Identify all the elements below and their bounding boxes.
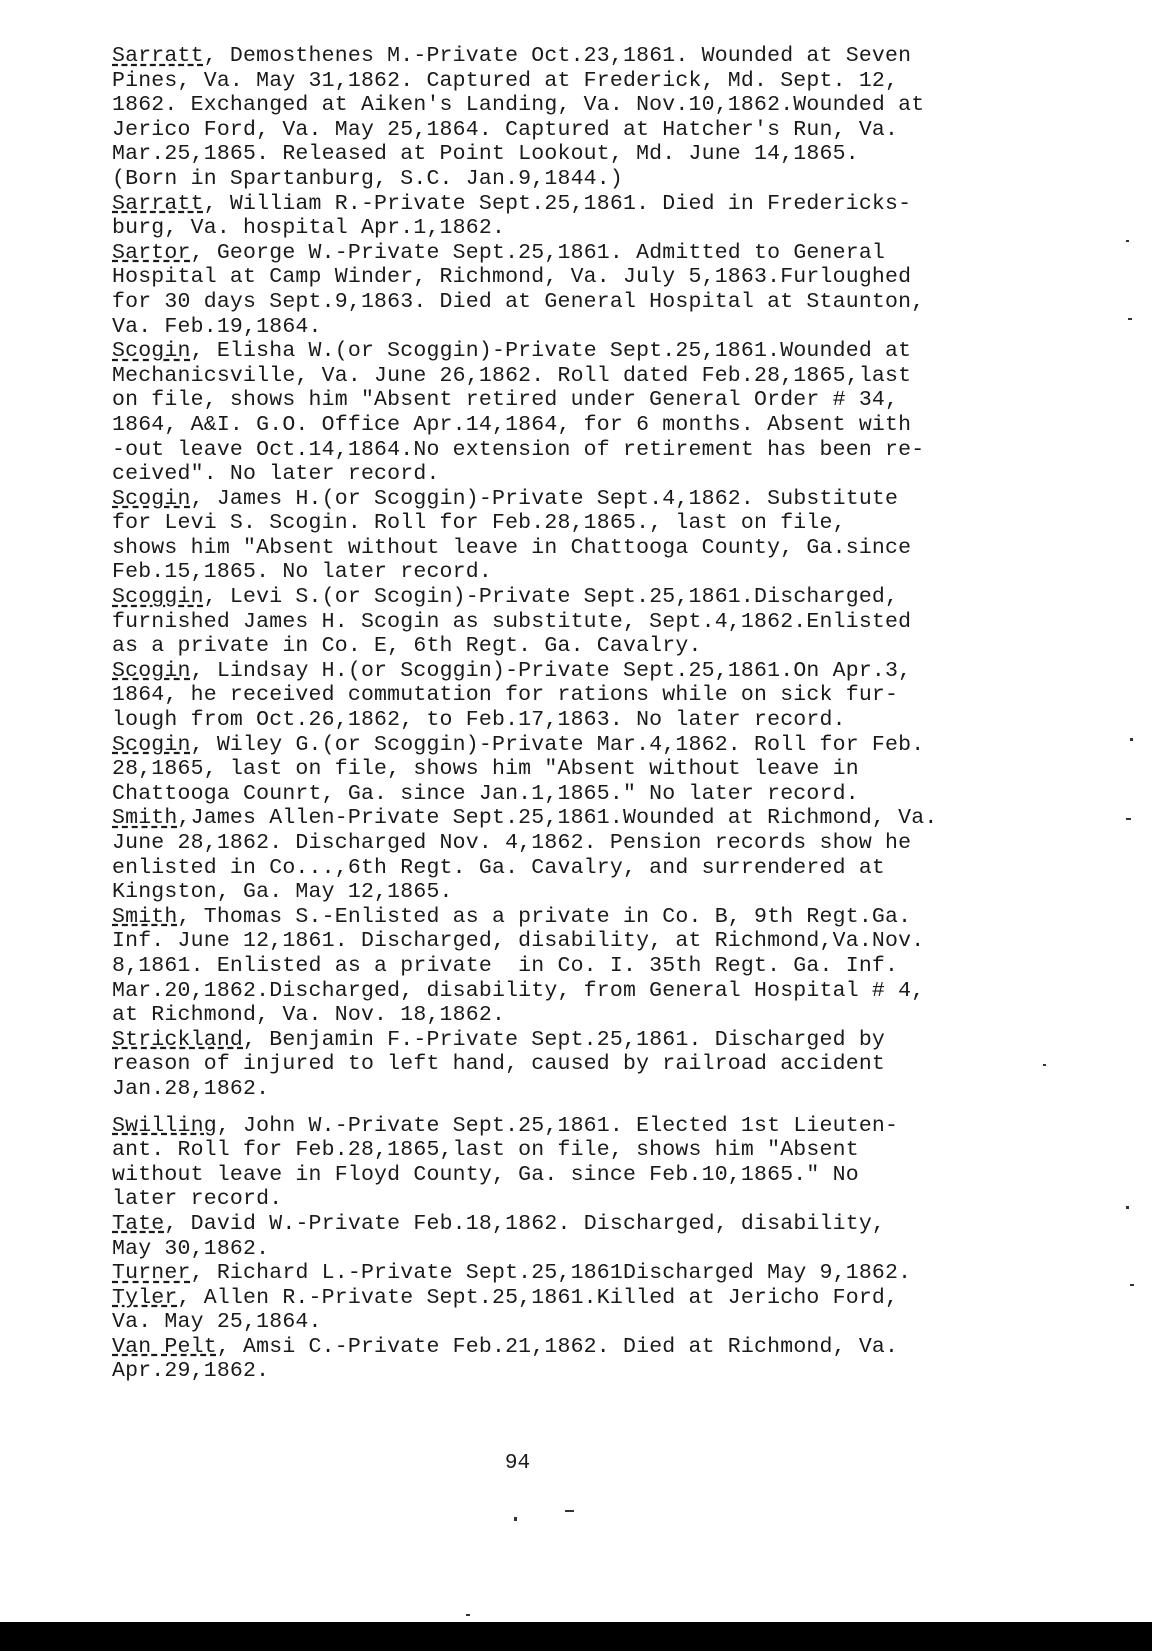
scan-edge-bar <box>0 1622 1152 1651</box>
entry-line: Tate, David W.-Private Feb.18,1862. Discharged, disability, <box>112 1211 886 1236</box>
entry-line: ant. Roll for Feb.28,1865,last on file, shows him "Absent <box>112 1138 859 1163</box>
entry-line: reason of injured to left hand, caused by railroad accident <box>112 1052 886 1077</box>
entry-line: Va. May 25,1864. <box>112 1310 322 1335</box>
entry-line: June 28,1862. Discharged Nov. 4,1862. Pension records show he <box>112 831 912 855</box>
entry-line: Chattooga Counrt, Ga. since Jan.1,1865." No later record. <box>112 781 859 806</box>
entry-line: (Born in Spartanburg, S.C. Jan.9,1844.) <box>112 166 623 191</box>
entry-line: ceived". No later record. <box>112 462 440 487</box>
roster-entry <box>112 192 1092 241</box>
roster-entry <box>112 905 1092 1028</box>
entry-line: burg, Va. hospital Apr.1,1862. <box>112 216 506 241</box>
entry-line: Strickland, Benjamin F.-Private Sept.25,1861. Discharged by <box>112 1027 886 1052</box>
entry-line: Feb.15,1865. No later record. <box>112 560 492 585</box>
entry-line: Kingston, Ga. May 12,1865. <box>112 880 453 905</box>
entry-line: Hospital at Camp Winder, Richmond, Va. July 5,1863.Furloughed <box>112 265 912 290</box>
scan-speck <box>1130 738 1133 741</box>
entry-line: Pines, Va. May 31,1862. Captured at Frederick, Md. Sept. 12, <box>112 68 899 93</box>
scan-speck <box>1043 1064 1046 1066</box>
entry-surname: Sarratt <box>112 191 204 216</box>
entry-surname: Scogin <box>112 339 191 364</box>
entry-surname: Tate <box>112 1211 165 1236</box>
roster-entry <box>112 44 1092 192</box>
entry-line: Scoggin, Levi S.(or Scogin)-Private Sept.25,1861.Discharged, <box>112 585 899 610</box>
entry-line: Sarratt, William R.-Private Sept.25,1861. Died in Fredericks- <box>112 191 912 216</box>
entry-line: without leave in Floyd County, Ga. since Feb.10,1865." No <box>112 1162 859 1187</box>
entry-surname: Sartor <box>112 240 191 265</box>
entry-line: enlisted in Co...,6th Regt. Ga. Cavalry, and surrendered at <box>112 855 886 880</box>
roster-entry <box>112 1212 1092 1261</box>
roster-entry <box>112 659 1092 733</box>
entry-line: 1864, he received commutation for rations while on sick fur- <box>112 683 899 708</box>
entry-line: for Levi S. Scogin. Roll for Feb.28,1865., last on file, <box>112 511 846 536</box>
entry-line: 1864, A&I. G.O. Office Apr.14,1864, for 6 months. Absent with <box>112 412 912 437</box>
entry-line: Jan.28,1862. <box>112 1076 270 1101</box>
entry-line: Inf. June 12,1861. Discharged, disability, at Richmond,Va.Nov. <box>112 929 925 954</box>
entry-line: as a private in Co. E, 6th Regt. Ga. Cavalry. <box>112 634 702 659</box>
entry-surname: Scogin <box>112 658 191 683</box>
scan-speck <box>1128 318 1132 320</box>
entry-line: 8,1861. Enlisted as a private in Co. I. 35th Regt. Ga. Inf. <box>112 953 899 978</box>
roster-entry <box>112 1286 1092 1335</box>
entry-surname: Scogin <box>112 486 191 511</box>
page-number: 94 <box>504 1452 531 1475</box>
entry-line: on file, shows him "Absent retired under General Order # 34, <box>112 388 899 413</box>
entry-line: lough from Oct.26,1862, to Feb.17,1863. No later record. <box>112 708 846 733</box>
scan-speck <box>466 1614 470 1616</box>
entry-line: Va. Feb.19,1864. <box>112 314 322 339</box>
scan-speck <box>514 1517 517 1521</box>
entry-line: at Richmond, Va. Nov. 18,1862. <box>112 1003 506 1028</box>
entry-line: Van Pelt, Amsi C.-Private Feb.21,1862. Died at Richmond, Va. <box>112 1334 899 1359</box>
entry-line: later record. <box>112 1187 283 1212</box>
entry-line: Mechanicsville, Va. June 26,1862. Roll dated Feb.28,1865,last <box>112 363 912 388</box>
entry-surname: Smith <box>112 904 178 929</box>
roster-entries <box>112 44 1092 1384</box>
entry-surname: Strickland <box>112 1027 244 1052</box>
entry-line: May 30,1862. <box>112 1236 270 1261</box>
entry-line: Swilling, John W.-Private Sept.25,1861. Elected 1st Lieuten- <box>112 1113 899 1138</box>
entry-line: 1862. Exchanged at Aiken's Landing, Va. Nov.10,1862.Wounded at <box>112 93 925 118</box>
entry-surname: Tyler <box>112 1285 178 1310</box>
roster-entry <box>112 1335 1092 1384</box>
entry-line: Tyler, Allen R.-Private Sept.25,1861.Killed at Jericho Ford, <box>112 1285 899 1310</box>
entry-surname: Smith <box>112 806 178 831</box>
entry-line: Scogin, Wiley G.(or Scoggin)-Private Mar.4,1862. Roll for Feb. <box>112 732 925 757</box>
entry-line: Scogin, Elisha W.(or Scoggin)-Private Sept.25,1861.Wounded at <box>112 339 912 364</box>
entry-line: Mar.20,1862.Discharged, disability, from General Hospital # 4, <box>112 978 925 1003</box>
scan-speck <box>1126 240 1129 242</box>
roster-entry <box>112 1114 1092 1212</box>
entry-line: shows him "Absent without leave in Chattooga County, Ga.since <box>112 535 912 560</box>
scan-speck <box>1126 1206 1129 1209</box>
roster-entry <box>112 1028 1092 1102</box>
entry-surname: Scoggin <box>112 585 204 610</box>
scan-speck <box>1126 818 1131 820</box>
scan-speck <box>565 1510 574 1512</box>
roster-entry <box>112 339 1092 487</box>
entry-line: Apr.29,1862. <box>112 1359 270 1384</box>
entry-line: Turner, Richard L.-Private Sept.25,1861Discharged May 9,1862. <box>112 1261 912 1286</box>
entry-surname: Van Pelt <box>112 1334 217 1359</box>
entry-line: 28,1865, last on file, shows him "Absent without leave in <box>112 757 859 782</box>
entry-line: furnished James H. Scogin as substitute, Sept.4,1862.Enlisted <box>112 609 912 634</box>
roster-entry <box>112 806 1092 904</box>
entry-line: Mar.25,1865. Released at Point Lookout, Md. June 14,1865. <box>112 142 859 167</box>
roster-entry <box>112 241 1092 339</box>
entry-line: -out leave Oct.14,1864.No extension of retirement has been re- <box>112 437 925 462</box>
entry-surname: Scogin <box>112 732 191 757</box>
entry-line: Jerico Ford, Va. May 25,1864. Captured at Hatcher's Run, Va. <box>112 117 899 142</box>
entry-line: Scogin, James H.(or Scoggin)-Private Sept.4,1862. Substitute <box>112 486 899 511</box>
entry-surname: Swilling <box>112 1113 217 1138</box>
roster-entry <box>112 733 1092 807</box>
entry-line: Scogin, Lindsay H.(or Scoggin)-Private Sept.25,1861.On Apr.3, <box>112 658 912 683</box>
roster-entry <box>112 487 1092 585</box>
scan-speck <box>1130 1284 1134 1286</box>
roster-entry <box>112 1261 1092 1286</box>
roster-entry <box>112 585 1092 659</box>
entry-surname: Turner <box>112 1261 191 1286</box>
entry-surname: Sarratt <box>112 44 204 68</box>
entry-line: Sarratt, Demosthenes M.-Private Oct.23,1861. Wounded at Seven <box>112 44 912 68</box>
entry-line: Smith,James Allen-Private Sept.25,1861.Wounded at Richmond, Va. <box>112 806 938 831</box>
entry-line: for 30 days Sept.9,1863. Died at General Hospital at Staunton, <box>112 289 925 314</box>
entry-line: Smith, Thomas S.-Enlisted as a private in Co. B, 9th Regt.Ga. <box>112 904 912 929</box>
entry-line: Sartor, George W.-Private Sept.25,1861. Admitted to General <box>112 240 886 265</box>
